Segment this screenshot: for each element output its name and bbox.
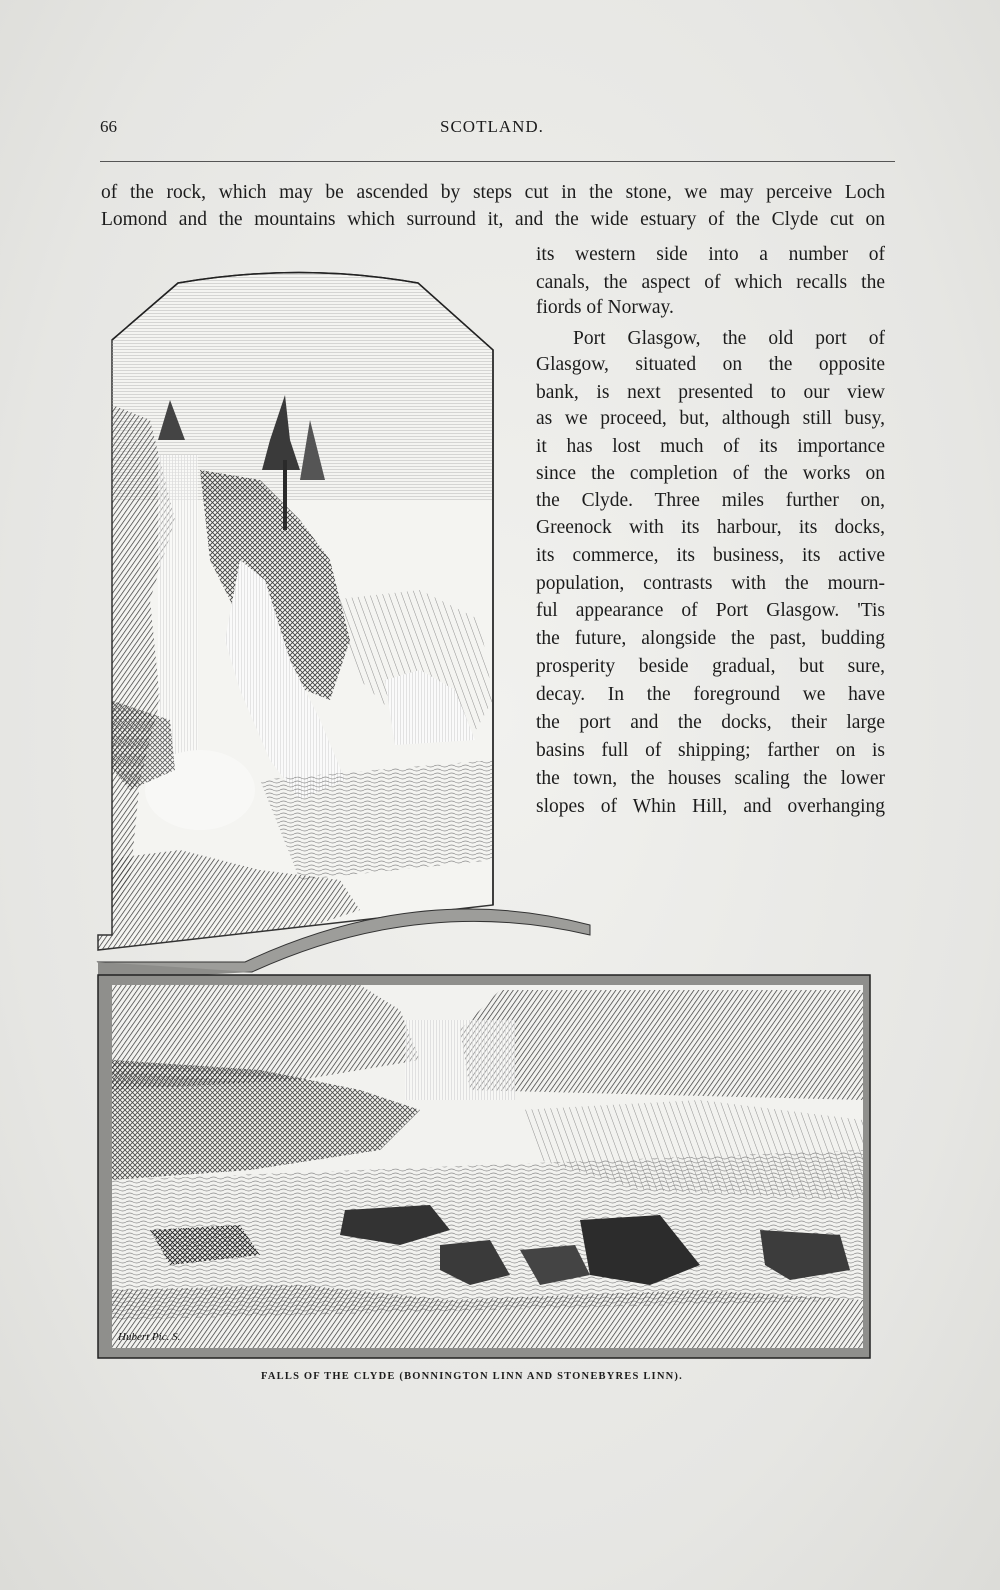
text-line-12: the Clyde. Three miles further on, bbox=[536, 490, 885, 511]
text-line-17: the future, alongside the past, budding bbox=[536, 628, 885, 649]
text-line-9: as we proceed, but, although still busy, bbox=[536, 408, 885, 429]
text-line-15: population, contrasts with the mourn- bbox=[536, 573, 885, 594]
text-line-19: decay. In the foreground we have bbox=[536, 684, 885, 705]
lower-scene-stonebyres-linn bbox=[98, 962, 870, 1358]
text-line-14: its commerce, its business, its active bbox=[536, 545, 885, 566]
text-line-21: basins full of shipping; farther on is bbox=[536, 740, 885, 761]
page-number: 66 bbox=[100, 117, 117, 136]
text-line-23: slopes of Whin Hill, and overhanging bbox=[536, 796, 885, 817]
text-line-11: since the completion of the works on bbox=[536, 463, 885, 484]
text-line-18: prosperity beside gradual, but sure, bbox=[536, 656, 885, 677]
figure-caption: FALLS OF THE CLYDE (BONNINGTON LINN AND STONEBYRES LINN). bbox=[261, 1371, 683, 1382]
text-line-13: Greenock with its harbour, its docks, bbox=[536, 517, 885, 538]
text-line-3: its western side into a number of bbox=[536, 244, 885, 265]
artist-signature: Hubert Pic. S. bbox=[118, 1331, 181, 1343]
text-line-5: fiords of Norway. bbox=[536, 297, 674, 318]
text-line-16: ful appearance of Port Glasgow. 'Tis bbox=[536, 600, 885, 621]
text-line-4: canals, the aspect of which recalls the bbox=[536, 272, 885, 293]
text-line-1: of the rock, which may be ascended by steps cut in the stone, we may perceive Loch bbox=[101, 182, 885, 203]
text-line-6: Port Glasgow, the old port of bbox=[573, 328, 885, 349]
running-title: SCOTLAND. bbox=[440, 117, 544, 136]
text-line-10: it has lost much of its importance bbox=[536, 436, 885, 457]
text-line-2: Lomond and the mountains which surround it, and the wide estuary of the Clyde cut on bbox=[101, 209, 885, 230]
text-line-8: bank, is next presented to our view bbox=[536, 382, 885, 403]
text-line-20: the port and the docks, their large bbox=[536, 712, 885, 733]
upper-scene-bonnington-linn bbox=[98, 270, 500, 950]
text-line-22: the town, the houses scaling the lower bbox=[536, 768, 885, 789]
text-line-7: Glasgow, situated on the opposite bbox=[536, 354, 885, 375]
